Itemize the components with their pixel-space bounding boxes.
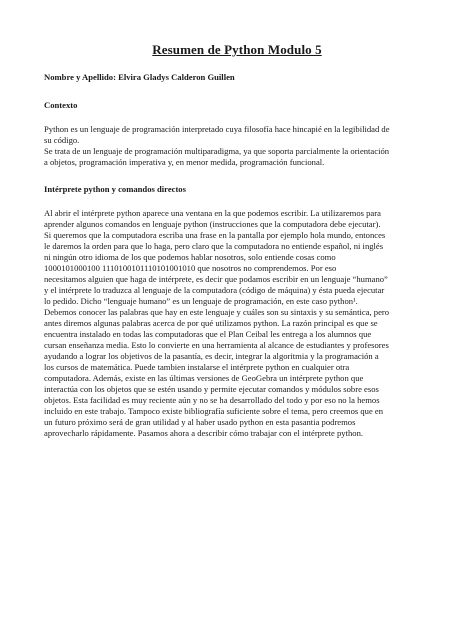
text-line: incluido en este trabajo. Tampoco existe bibliografía suficiente sobre el tema, pero creemos que en [44,406,384,416]
text-line: le daremos la orden para que lo haga, pero claro que la computadora no entiende español, ni inglés [44,241,384,251]
interprete-body [44,208,430,439]
section-heading-interprete: Intérprete python y comandos directos [44,184,186,194]
text-line: aprovecharlo rápidamente. Pasamos ahora a describir cómo trabajar con el intérprete python. [44,428,364,438]
text-line: Python es un lenguaje de programación interpretado cuya filosofía hace hincapié en la legibilidad de [44,124,390,134]
text-line: 1000101000100 1110100101110101001010 que nosotros no comprendemos. Por eso [44,263,337,273]
text-line: necesitamos alguien que haga de intérprete, es decir que podamos escribir en un lenguaje “humano” [44,274,388,284]
text-line: Se trata de un lenguaje de programación multiparadigma, ya que soporta parcialmente la orientación [44,146,390,156]
text-line: a objetos, programación imperativa y, en menor medida, programación funcional. [44,157,325,167]
text-line: cursan enseñanza media. Esto lo convierte en una herramienta al alcance de estudiantes y profesores [44,340,389,350]
document-title: Resumen de Python Modulo 5 [152,42,322,57]
text-line: encuentra instalado en todas las computadoras que el Plan Ceibal les entrega a los alumnos que [44,329,372,339]
text-line: interactúa con los objetos que se estén usando y permite ejecutar comandos y módulos sobre esos [44,384,379,394]
text-line: Si queremos que la computadora escriba una frase en la pantalla por ejemplo hola mundo, entonces [44,230,386,240]
text-line: lo pedido. Dicho “lenguaje humano” es un lenguaje de programación, en este caso python¹. [44,296,358,306]
text-line: antes diremos algunas palabras acerca de por qué utilizamos python. La razón principal es que se [44,318,378,328]
section-heading-contexto: Contexto [44,100,78,110]
text-line: los cursos de matemática. Puede tambien instalarse el intérprete python en cualquier otra [44,362,350,372]
text-line: ni ningún otro idioma de los que podemos hablar nosotros, solo entiende cosas como [44,252,336,262]
text-line: y el intérprete lo traduzca al lenguaje de la computadora (código de máquina) y ésta pueda ejecutar [44,285,385,295]
contexto-body [44,124,430,168]
text-line: ayudando a lograr los objetivos de la pasantía, es decir, integrar la algoritmia y la programación a [44,351,379,361]
text-line: aprender algunos comandos en lenguaje python (instrucciones que la computadora debe ejecutar). [44,219,381,229]
text-line: un futuro próximo será de gran utilidad y al haber usado python en esta pasantia podremos [44,417,356,427]
text-line: objetos. Esta facilidad es muy reciente aún y no se ha desarrollado del todo y por eso no la hemos [44,395,380,405]
text-line: Al abrir el intérprete python aparece una ventana en la que podemos escribir. La utilizaremos para [44,208,381,218]
text-line: computadora. Además, existe en las últimas versiones de GeoGebra un intérprete python que [44,373,364,383]
author-line: Nombre y Apellido: Elvira Gladys Calderon Guillen [44,72,235,82]
text-line: Debemos conocer las palabras que hay en este lenguaje y cuáles son su sintaxis y su semántica, pero [44,307,390,317]
text-line: su código. [44,135,80,145]
